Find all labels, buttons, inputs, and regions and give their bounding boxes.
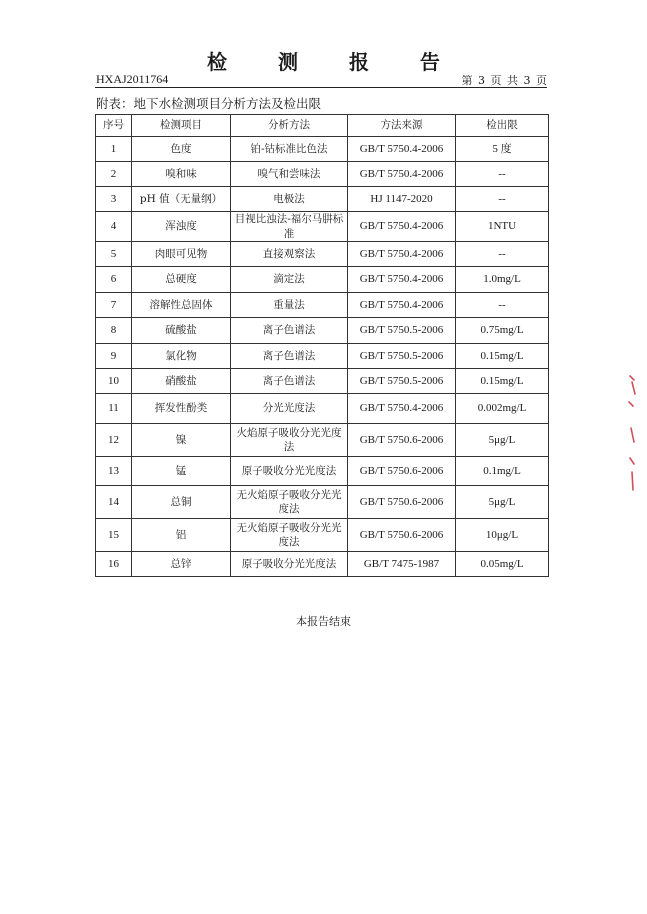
row-number: 10 [96,369,132,394]
row-number: 9 [96,344,132,369]
row-number: 16 [96,552,132,577]
row-source: HJ 1147-2020 [348,187,456,212]
row-source: GB/T 5750.4-2006 [348,212,456,242]
row-limit: -- [456,187,549,212]
row-number: 11 [96,394,132,424]
row-source: GB/T 5750.6-2006 [348,486,456,519]
table-row [96,162,549,187]
row-limit: 1NTU [456,212,549,242]
row-number: 12 [96,424,132,457]
row-method: 原子吸收分光光度法 [231,457,348,486]
row-method: 目视比浊法-福尔马肼标准 [231,212,348,242]
row-method: 嗅气和尝味法 [231,162,348,187]
table-row [96,293,549,318]
row-method: 无火焰原子吸收分光光度法 [231,519,348,552]
row-method: 分光光度法 [231,394,348,424]
row-limit: -- [456,293,549,318]
page-indicator: 第 3 页 共 3 页 [461,74,547,87]
row-number: 13 [96,457,132,486]
table-row [96,394,549,424]
row-number: 15 [96,519,132,552]
table-row [96,457,549,486]
row-limit: 5 度 [456,137,549,162]
column-header-item: 检测项目 [132,115,231,137]
row-limit: 0.002mg/L [456,394,549,424]
row-item: 总硬度 [132,267,231,293]
row-item: 铝 [132,519,231,552]
column-header-no: 序号 [96,115,132,137]
row-limit: 5μg/L [456,486,549,519]
row-method: 直接观察法 [231,242,348,267]
row-source: GB/T 7475-1987 [348,552,456,577]
report-number: HXAJ2011764 [96,72,169,86]
row-source: GB/T 5750.5-2006 [348,344,456,369]
table-row [96,424,549,457]
stamp-edge-mark [624,372,640,492]
row-limit: 0.75mg/L [456,318,549,344]
report-title: 检 测 报 告 [207,50,462,74]
row-number: 7 [96,293,132,318]
row-source: GB/T 5750.5-2006 [348,318,456,344]
row-limit: 10μg/L [456,519,549,552]
row-method: 原子吸收分光光度法 [231,552,348,577]
row-source: GB/T 5750.5-2006 [348,369,456,394]
row-source: GB/T 5750.6-2006 [348,424,456,457]
row-number: 4 [96,212,132,242]
row-item: 镍 [132,424,231,457]
row-source: GB/T 5750.4-2006 [348,162,456,187]
table-row [96,212,549,242]
row-limit: 0.15mg/L [456,344,549,369]
row-limit: 0.05mg/L [456,552,549,577]
row-item: 挥发性酚类 [132,394,231,424]
row-item: 总铜 [132,486,231,519]
column-header-limit: 检出限 [456,115,549,137]
row-method: 离子色谱法 [231,318,348,344]
row-item: 锰 [132,457,231,486]
row-source: GB/T 5750.6-2006 [348,519,456,552]
table-row [96,187,549,212]
row-item: 硝酸盐 [132,369,231,394]
row-item: 浑浊度 [132,212,231,242]
row-item: 溶解性总固体 [132,293,231,318]
row-number: 6 [96,267,132,293]
row-source: GB/T 5750.4-2006 [348,137,456,162]
row-source: GB/T 5750.4-2006 [348,242,456,267]
table-row [96,267,549,293]
methods-table [95,114,549,577]
row-number: 5 [96,242,132,267]
row-method: 滴定法 [231,267,348,293]
table-row [96,486,549,519]
table-row [96,344,549,369]
row-method: 重量法 [231,293,348,318]
row-source: GB/T 5750.4-2006 [348,394,456,424]
table-row [96,369,549,394]
column-header-source: 方法来源 [348,115,456,137]
row-item: 嗅和味 [132,162,231,187]
row-method: 铂-钴标准比色法 [231,137,348,162]
row-source: GB/T 5750.4-2006 [348,293,456,318]
row-limit: 0.15mg/L [456,369,549,394]
row-number: 14 [96,486,132,519]
table-row [96,318,549,344]
appendix-title: 附表：地下水检测项目分析方法及检出限 [96,96,322,111]
row-limit: -- [456,242,549,267]
row-limit: -- [456,162,549,187]
row-method: 离子色谱法 [231,369,348,394]
report-end-note: 本报告结束 [296,615,351,628]
row-number: 1 [96,137,132,162]
row-source: GB/T 5750.4-2006 [348,267,456,293]
table-row [96,242,549,267]
row-method: 无火焰原子吸收分光光度法 [231,486,348,519]
row-number: 3 [96,187,132,212]
row-method: 电极法 [231,187,348,212]
row-method: 火焰原子吸收分光光度法 [231,424,348,457]
row-item: 氯化物 [132,344,231,369]
row-item: pH 值（无量纲） [132,187,231,212]
table-row [96,519,549,552]
header-divider [95,87,547,88]
row-source: GB/T 5750.6-2006 [348,457,456,486]
table-row [96,137,549,162]
row-number: 8 [96,318,132,344]
row-item: 总锌 [132,552,231,577]
row-limit: 0.1mg/L [456,457,549,486]
column-header-method: 分析方法 [231,115,348,137]
row-method: 离子色谱法 [231,344,348,369]
table-header-row [96,115,549,137]
row-limit: 1.0mg/L [456,267,549,293]
row-item: 肉眼可见物 [132,242,231,267]
row-item: 硫酸盐 [132,318,231,344]
row-item: 色度 [132,137,231,162]
row-limit: 5μg/L [456,424,549,457]
table-row [96,552,549,577]
row-number: 2 [96,162,132,187]
